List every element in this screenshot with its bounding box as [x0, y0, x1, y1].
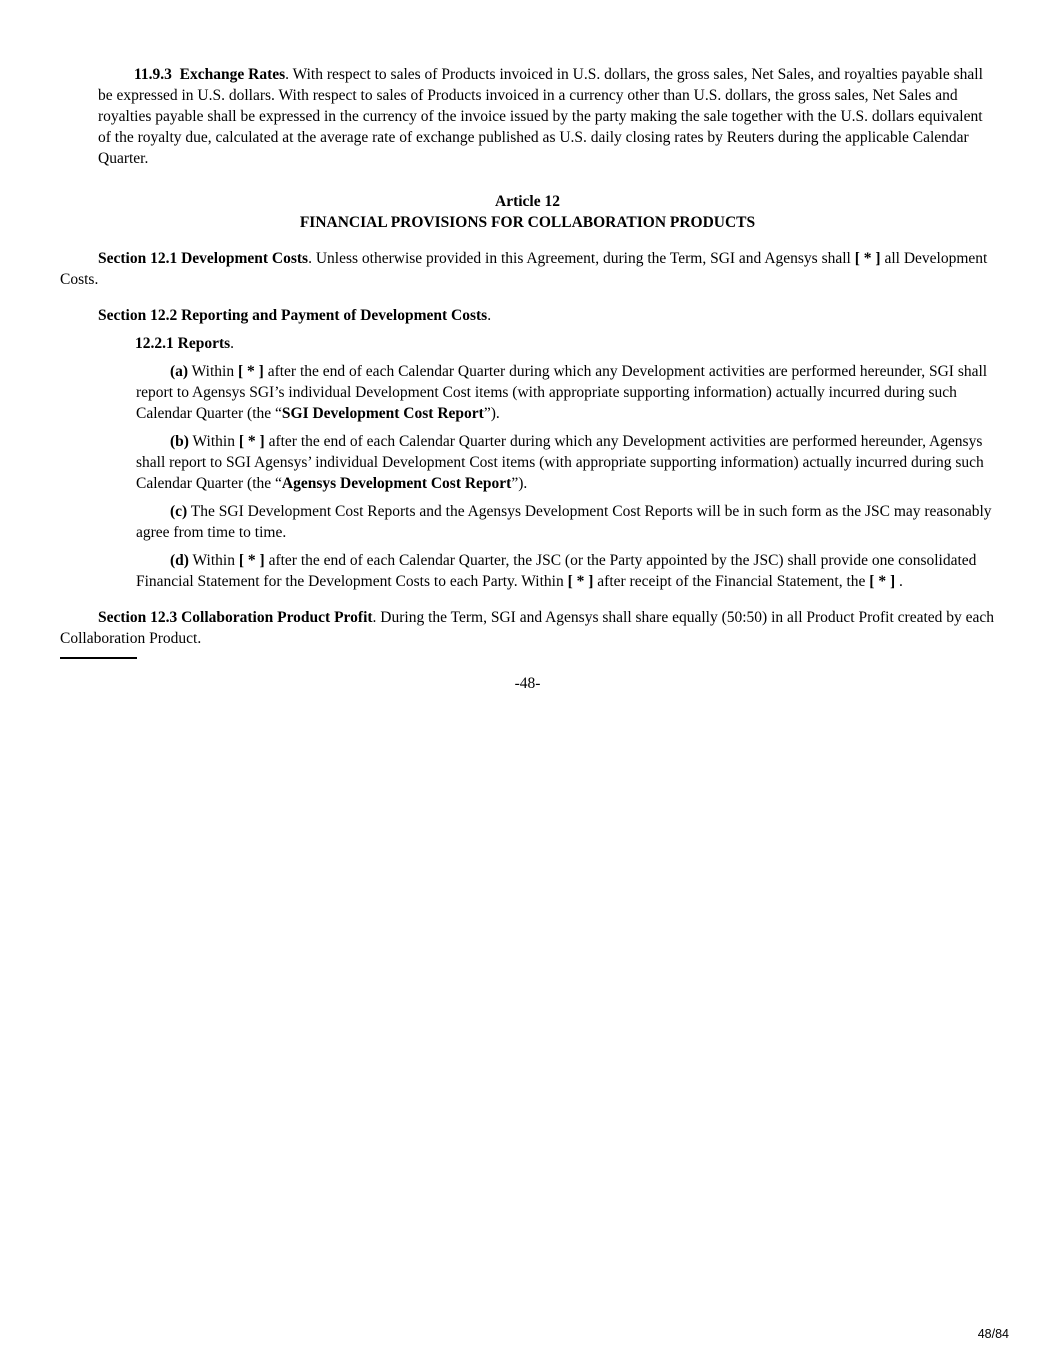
- item-text: .: [895, 573, 903, 590]
- subsection-title: 12.2.1 Reports: [135, 335, 231, 352]
- section-title: Section 12.3 Collaboration Product Profit: [98, 609, 373, 626]
- item-b: [60, 431, 995, 494]
- section-number: 11.9.3: [134, 66, 172, 83]
- punctuation: .: [487, 307, 492, 324]
- redaction-marker: [ * ]: [238, 552, 265, 569]
- item-label: (d): [170, 552, 189, 569]
- item-text: ”).: [511, 475, 528, 492]
- item-text: after the end of each Calendar Quarter, the JSC (or the Party appointed by the JSC) shall provide one consolidated Financial Statement for the Development Costs to each Party. Within: [136, 552, 977, 590]
- redaction-marker: [ * ]: [854, 250, 881, 267]
- article-heading: [60, 191, 995, 233]
- section-text: . Unless otherwise provided in this Agreement, during the Term, SGI and Agensys shall: [308, 250, 851, 267]
- page-count: 48/84: [977, 1327, 1009, 1341]
- section-12-1: [60, 248, 995, 290]
- section-title: Exchange Rates: [179, 66, 286, 83]
- defined-term: SGI Development Cost Report: [281, 405, 484, 422]
- item-c: [60, 501, 995, 543]
- defined-term: Agensys Development Cost Report: [281, 475, 512, 492]
- section-text: . During the Term, SGI and Agensys shall share equally (50:50) in all Product Profit created by each Collaboration Product.: [60, 609, 995, 647]
- paragraph-text: . With respect to sales of Products invoiced in U.S. dollars, the gross sales, Net Sales, and royalties payable shall be expressed in U.S. dollars. With respect to sales of Products invoiced in a currency other than U.S. dollars, the gross sales, Net Sales and royalties payable shall be expressed in the currency of the invoice issued by the party making the sale together with the U.S. dollars equivalent of the royalty due, calculated at the average rate of exchange published as U.S. daily closing rates by Reuters during the applicable Calendar Quarter.: [98, 66, 983, 167]
- item-text: after the end of each Calendar Quarter during which any Development activities are performed hereunder, Agensys shall report to SGI Agensys’ individual Development Cost items (with appropriate supporting information) actually incurred during such Calendar Quarter (the “: [136, 433, 984, 492]
- item-a: [60, 361, 995, 424]
- punctuation: .: [230, 335, 235, 352]
- redaction-marker: [ * ]: [238, 433, 265, 450]
- section-12-3: [60, 607, 995, 649]
- section-title: Section 12.2 Reporting and Payment of Development Costs: [98, 307, 488, 324]
- item-text: Within: [188, 363, 238, 380]
- redaction-marker: [ * ]: [237, 363, 264, 380]
- article-title: FINANCIAL PROVISIONS FOR COLLABORATION PRODUCTS: [299, 214, 756, 231]
- item-text: ”).: [483, 405, 500, 422]
- item-text: Within: [188, 433, 239, 450]
- document-page: [60, 64, 995, 694]
- item-label: (b): [170, 433, 189, 450]
- paragraph-11-9-3: [60, 64, 995, 169]
- item-label: (a): [170, 363, 189, 380]
- article-number: Article 12: [495, 193, 560, 210]
- redaction-marker: [ * ]: [567, 573, 594, 590]
- page-number: -48-: [514, 675, 541, 692]
- item-text: Within: [188, 552, 239, 569]
- item-text: after the end of each Calendar Quarter during which any Development activities are performed hereunder, SGI shall report to Agensys SGI’s individual Development Cost items (with appropriate supporting information) actually incurred during such Calendar Quarter (the “: [136, 363, 988, 422]
- section-12-2: [60, 305, 995, 326]
- section-text: all Development Costs.: [60, 250, 988, 288]
- item-d: [60, 550, 995, 592]
- item-text: after receipt of the Financial Statement, the: [593, 573, 870, 590]
- item-text: The SGI Development Cost Reports and the Agensys Development Cost Reports will be in such form as the JSC may reasonably agree from time to time.: [136, 503, 992, 541]
- footnote-divider: [60, 657, 137, 659]
- redaction-marker: [ * ]: [869, 573, 896, 590]
- section-title: Section 12.1 Development Costs: [98, 250, 309, 267]
- item-label: (c): [170, 503, 188, 520]
- subsection-12-2-1: [60, 333, 995, 354]
